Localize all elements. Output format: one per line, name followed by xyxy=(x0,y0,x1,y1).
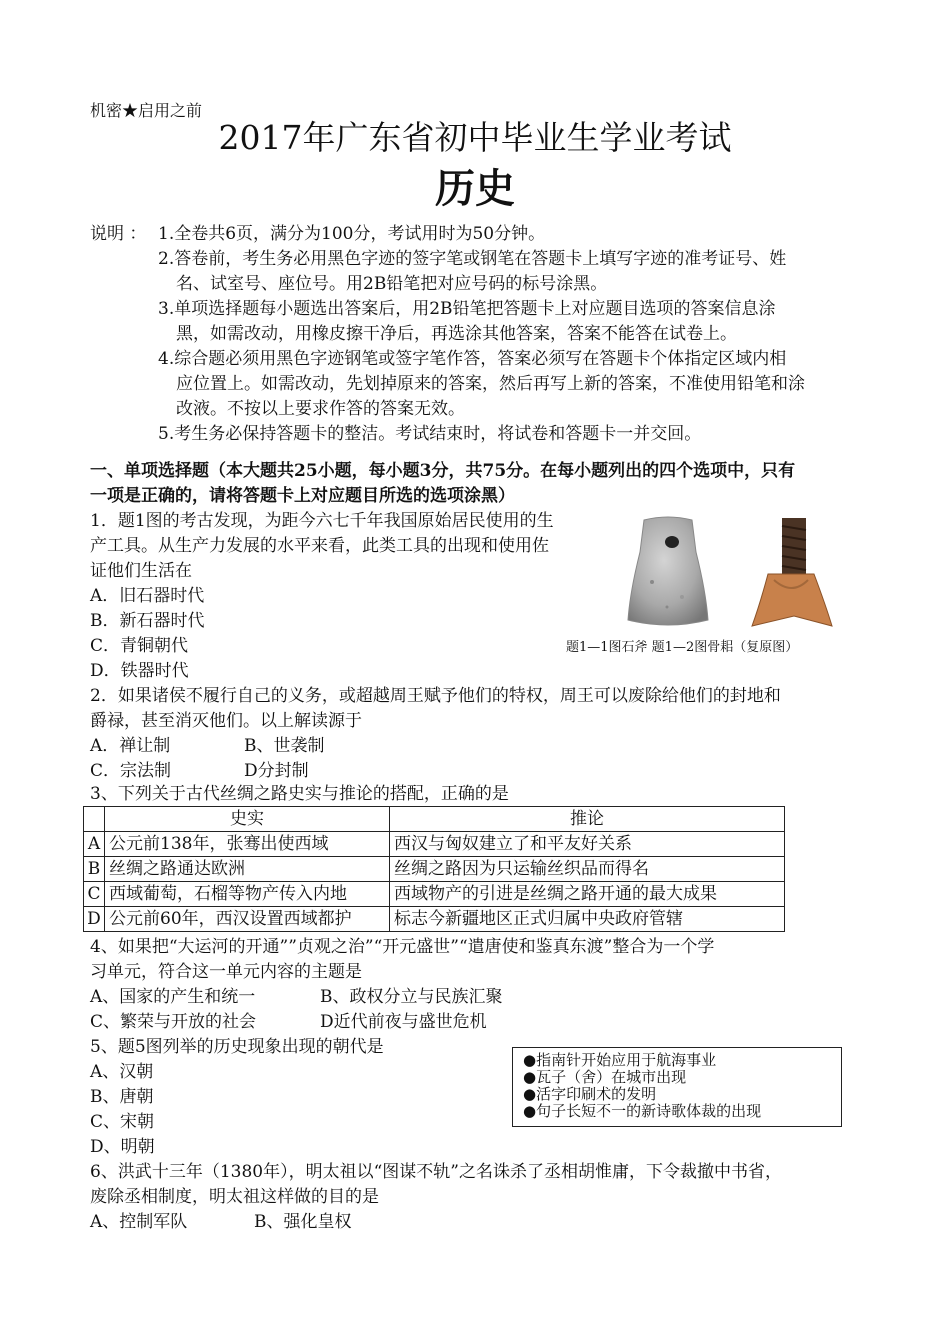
table-cell: 丝绸之路通达欧洲 xyxy=(105,857,390,882)
option: C、宋朝 xyxy=(90,1112,155,1132)
table-cell: 丝绸之路因为只运输丝织品而得名 xyxy=(390,857,785,882)
question-stem: 4、如果把“大运河的开通””贞观之治”“开元盛世”“遣唐使和鉴真东渡”整合为一个学 xyxy=(90,937,715,957)
table-header: 史实 xyxy=(105,807,390,832)
question-stem: 2．如果诸侯不履行自己的义务，或超越周王赋予他们的特权，周王可以废除给他们的封地和 xyxy=(90,686,781,706)
option: B、唐朝 xyxy=(90,1087,154,1107)
table-row xyxy=(84,857,785,882)
question-stem: 5、题5图列举的历史现象出现的朝代是 xyxy=(90,1037,384,1057)
confidential-label: 机密★启用之前 xyxy=(90,101,203,120)
option: A．禅让制 xyxy=(90,736,171,756)
table-cell: 标志今新疆地区正式归属中央政府管辖 xyxy=(390,907,785,932)
option: D分封制 xyxy=(244,761,309,781)
table-header: 推论 xyxy=(390,807,785,832)
instruction-line: 1.全卷共6页，满分为100分，考试用时为50分钟。 xyxy=(158,224,546,244)
question-stem: 证他们生活在 xyxy=(90,561,192,581)
instruction-line: 4.综合题必须用黑色字迹钢笔或签字笔作答，答案必须写在答题卡个体指定区域内相 xyxy=(158,349,787,369)
question-stem: 3、下列关于古代丝绸之路史实与推论的搭配，正确的是 xyxy=(90,784,509,804)
instruction-line: 改液。不按以上要求作答的答案无效。 xyxy=(176,399,465,419)
table-cell: 公元前138年，张骞出使西域 xyxy=(105,832,390,857)
instruction-line: 黑，如需改动，用橡皮擦干净后，再选涂其他答案，答案不能答在试卷上。 xyxy=(176,324,737,344)
question-stem: 1．题1图的考古发现，为距今六七千年我国原始居民使用的生 xyxy=(90,511,554,531)
question-stem: 产工具。从生产力发展的水平来看，此类工具的出现和使用佐 xyxy=(90,536,549,556)
instruction-line: 5.考生务必保持答题卡的整洁。考试结束时，将试卷和答题卡一并交回。 xyxy=(158,424,702,444)
table-cell: 西汉与匈奴建立了和平友好关系 xyxy=(390,832,785,857)
subject-title: 历史 xyxy=(435,165,515,212)
table-cell xyxy=(84,807,105,832)
q3-table xyxy=(83,806,785,932)
question-stem: 习单元，符合这一单元内容的主题是 xyxy=(90,962,362,982)
box-item: ●指南针开始应用于航海事业 xyxy=(523,1051,717,1069)
option: A．旧石器时代 xyxy=(90,586,205,606)
table-cell: C xyxy=(84,882,105,907)
question-stem: 爵禄，甚至消灭他们。以上解读源于 xyxy=(90,711,362,731)
table-cell: 西域物产的引进是丝绸之路开通的最大成果 xyxy=(390,882,785,907)
q5-figure-box xyxy=(512,1047,842,1127)
box-item: ●活字印刷术的发明 xyxy=(523,1085,657,1103)
option: A、国家的产生和统一 xyxy=(90,987,256,1007)
instruction-line: 名、试室号、座位号。用2B铅笔把对应号码的标号涂黑。 xyxy=(176,274,608,294)
section-heading: 一项是正确的，请将答题卡上对应题目所选的选项涂黑） xyxy=(90,486,515,506)
option: A、汉朝 xyxy=(90,1062,154,1082)
table-cell: B xyxy=(84,857,105,882)
option: B、世袭制 xyxy=(244,736,325,756)
option: D近代前夜与盛世危机 xyxy=(320,1012,487,1032)
stone-axe-image xyxy=(622,512,714,630)
box-item: ●瓦子（舍）在城市出现 xyxy=(523,1068,687,1086)
table-row xyxy=(84,832,785,857)
table-header-row xyxy=(84,807,785,832)
instruction-line: 2.答卷前，考生务必用黑色字迹的签字笔或钢笔在答题卡上填写字迹的准考证号、姓 xyxy=(158,249,787,269)
bone-spade-image xyxy=(748,516,834,630)
option: B、政权分立与民族汇聚 xyxy=(320,987,503,1007)
option: D、明朝 xyxy=(90,1137,155,1157)
table-cell: D xyxy=(84,907,105,932)
exam-title: 2017年广东省初中毕业生学业考试 xyxy=(218,118,732,157)
table-cell: 公元前60年，西汉设置西域都护 xyxy=(105,907,390,932)
instructions-label: 说明 ： xyxy=(90,224,147,244)
table-row xyxy=(84,882,785,907)
table-row xyxy=(84,907,785,932)
figure-caption: 题1—1图石斧 题1—2图骨耜（复原图） xyxy=(566,640,799,655)
question-stem: 废除丞相制度，明太祖这样做的目的是 xyxy=(90,1187,379,1207)
table-cell: A xyxy=(84,832,105,857)
option: C．青铜朝代 xyxy=(90,636,189,656)
option: B、强化皇权 xyxy=(254,1212,352,1232)
section-heading: 一、单项选择题（本大题共25小题，每小题3分，共75分。在每小题列出的四个选项中，只有 xyxy=(90,461,796,481)
question-stem: 6、洪武十三年（1380年），明太祖以“图谋不轨”之名诛杀了丞相胡惟庸，下令裁撤中书省， xyxy=(90,1162,782,1182)
option: C．宗法制 xyxy=(90,761,172,781)
table-cell: 西域葡萄，石榴等物产传入内地 xyxy=(105,882,390,907)
option: A、控制军队 xyxy=(90,1212,188,1232)
option: D．铁器时代 xyxy=(90,661,189,681)
instruction-line: 3.单项选择题每小题选出答案后，用2B铅笔把答题卡上对应题目选项的答案信息涂 xyxy=(158,299,776,319)
instruction-line: 应位置上。如需改动，先划掉原来的答案，然后再写上新的答案，不准使用铅笔和涂 xyxy=(176,374,805,394)
box-item: ●句子长短不一的新诗歌体裁的出现 xyxy=(523,1102,762,1120)
option: B．新石器时代 xyxy=(90,611,205,631)
option: C、繁荣与开放的社会 xyxy=(90,1012,257,1032)
